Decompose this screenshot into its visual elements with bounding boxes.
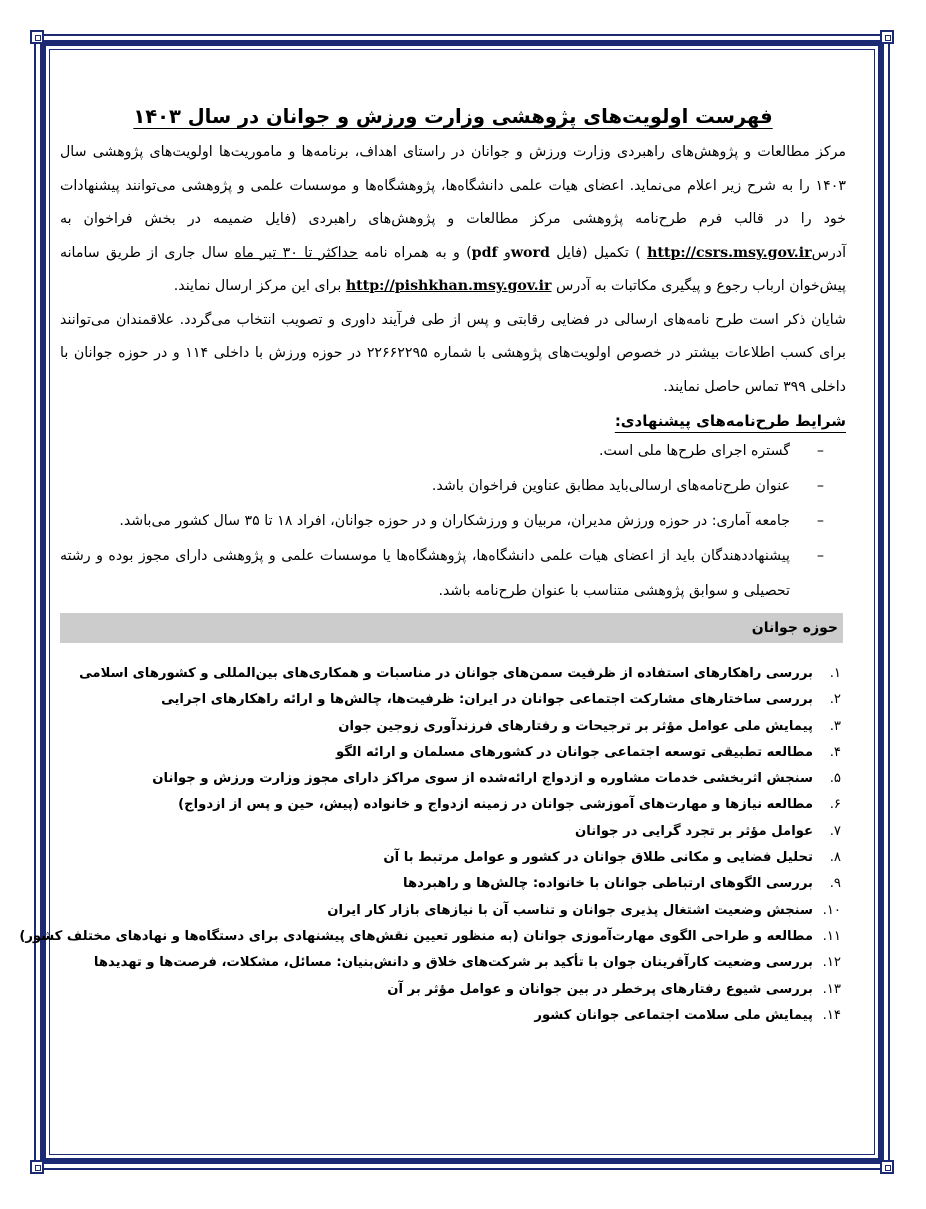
list-item: ۴. مطالعه تطبیقی توسعه اجتماعی جوانان در کشورهای مسلمان و ارائه الگو xyxy=(336,744,841,760)
list-item: ۳. پیمایش ملی عوامل مؤثر بر ترجیحات و رفتارهای فرزندآوری زوجین جوان xyxy=(338,718,841,734)
list-item: ۱۱. مطالعه و طراحی الگوی مهارت‌آموزی جوانان (به منظور تعیین نقش‌های پیشنهادی برای دستگاه‌ها و نهادهای مختلف کشور) xyxy=(19,928,841,944)
intro-paragraph: مرکز مطالعات و پژوهش‌های راهبردی وزارت ورزش و جوانان در راستای اهداف، برنامه‌ها و ماموریت‌ها اولویت‌های پژوهشی سال ۱۴۰۳ را به شرح زیر اعلام می‌نماید. اعضای هیات علمی دانشگاه‌ها، پژوهشگاه‌ها و موسسات علمی و پژوهشی می‌توانند پیشنهادات خود را در قالب فرم طرح‌نامه پژوهشی مرکز مطالعات و پژوهش‌های راهبردی (فایل ضمیمه در بخش فراخوان به آدرسhttp://csrs.msy.gov.ir ) تکمیل (فایل wordو pdf) و به همراه نامه حداکثر تا ۳۰ تیر ماه سال جاری از طریق سامانه پیش‌خوان ارباب رجوع و پیگیری مکاتبات به آدرس http://pishkhan.msy.gov.ir برای این مرکز ارسال نمایند. xyxy=(60,144,847,294)
list-item: ۷. عوامل مؤثر بر تجرد گرایی در جوانان xyxy=(575,823,841,839)
csrs-link[interactable]: http://csrs.msy.gov.ir xyxy=(647,244,812,261)
list-item: ۱۳. بررسی شیوع رفتارهای پرخطر در بین جوانان و عوامل مؤثر بر آن xyxy=(387,981,841,997)
conditions-heading: شرایط طرح‌نامه‌های پیشنهادی: xyxy=(614,412,846,430)
pishkhan-link[interactable]: http://pishkhan.msy.gov.ir xyxy=(345,278,552,294)
list-item: ۶. مطالعه نیازها و مهارت‌های آموزشی جوانان در زمینه ازدواج و خانواده (پیش، حین و پس از ازدواج) xyxy=(178,797,841,813)
conditions-list xyxy=(60,434,846,609)
list-item: – گستره اجرای طرح‌ها ملی است. xyxy=(598,443,824,459)
section-header: حوزه جوانان xyxy=(60,613,843,643)
list-item: – جامعه آماری: در حوزه ورزش مدیران، مربیان و ورزشکاران و در حوزه جوانان، افراد ۱۸ تا ۳۵ سال کشور می‌باشد. xyxy=(119,513,824,529)
deadline: حداکثر تا ۳۰ تیر ماه xyxy=(234,244,358,261)
word-format: word xyxy=(510,244,550,261)
border-corner-ornament xyxy=(880,1160,894,1174)
page-title: فهرست اولویت‌های پژوهشی وزارت ورزش و جوانان در سال ۱۴۰۳ xyxy=(133,105,773,128)
list-item: – پیشنهاددهندگان باید از اعضای هیات علمی دانشگاه‌ها، پژوهشگاه‌ها یا موسسات علمی و پژوهشی دارای مجوز بوده و رشته تحصیلی و سوابق پژوهشی متناسب با عنوان طرح‌نامه باشد. xyxy=(60,548,824,599)
list-item: ۱۲. بررسی وضعیت کارآفرینان جوان با تأکید بر شرکت‌های خلاق و دانش‌بنیان: مسائل، مشکلات، فرصت‌ها و تهدیدها xyxy=(93,955,841,971)
pdf-format: pdf xyxy=(471,244,498,261)
border-corner-ornament xyxy=(880,30,894,44)
list-item: ۸. تحلیل فضایی و مکانی طلاق جوانان در کشور و عوامل مرتبط با آن xyxy=(383,850,841,866)
list-item: ۱. بررسی راهکارهای استفاده از ظرفیت سمن‌های جوانان در مناسبات و همکاری‌های بین‌المللی و کشورهای اسلامی xyxy=(79,666,841,681)
border-corner-ornament xyxy=(30,1160,44,1174)
list-item: ۱۰. سنجش وضعیت اشتغال پذیری جوانان و تناسب آن با نیازهای بازار کار ایران xyxy=(327,902,841,918)
list-item: ۹. بررسی الگوهای ارتباطی جوانان با خانواده: چالش‌ها و راهبردها xyxy=(403,876,841,892)
border-corner-ornament xyxy=(30,30,44,44)
list-item: ۱۴. پیمایش ملی سلامت اجتماعی جوانان کشور xyxy=(534,1007,841,1023)
contact-paragraph: شایان ذکر است طرح نامه‌های ارسالی در فضایی رقابتی و پس از طی فرآیند داوری و تصویب انتخاب می‌گردد. علاقمندان می‌توانند برای کسب اطلاعات بیشتر در خصوص اولویت‌های پژوهشی با شماره ۲۲۶۶۲۲۹۵ در حوزه ورزش با داخلی ۱۱۴ و در حوزه جوانان با داخلی ۳۹۹ تماس حاصل نمایند. xyxy=(60,311,846,395)
research-topics-list xyxy=(19,661,846,1029)
list-item: ۲. بررسی ساختارهای مشارکت اجتماعی جوانان در ایران: ظرفیت‌ها، چالش‌ها و ارائه راهکارهای اجرایی xyxy=(161,692,841,708)
document-body xyxy=(19,105,847,1029)
list-item: – عنوان طرح‌نامه‌های ارسالی‌باید مطابق عناوین فراخوان باشد. xyxy=(431,478,824,494)
list-item: ۵. سنجش اثربخشی خدمات مشاوره و ازدواج ارائه‌شده از سوی مراکز دارای مجوز وزارت ورزش و جوانان xyxy=(152,771,841,787)
